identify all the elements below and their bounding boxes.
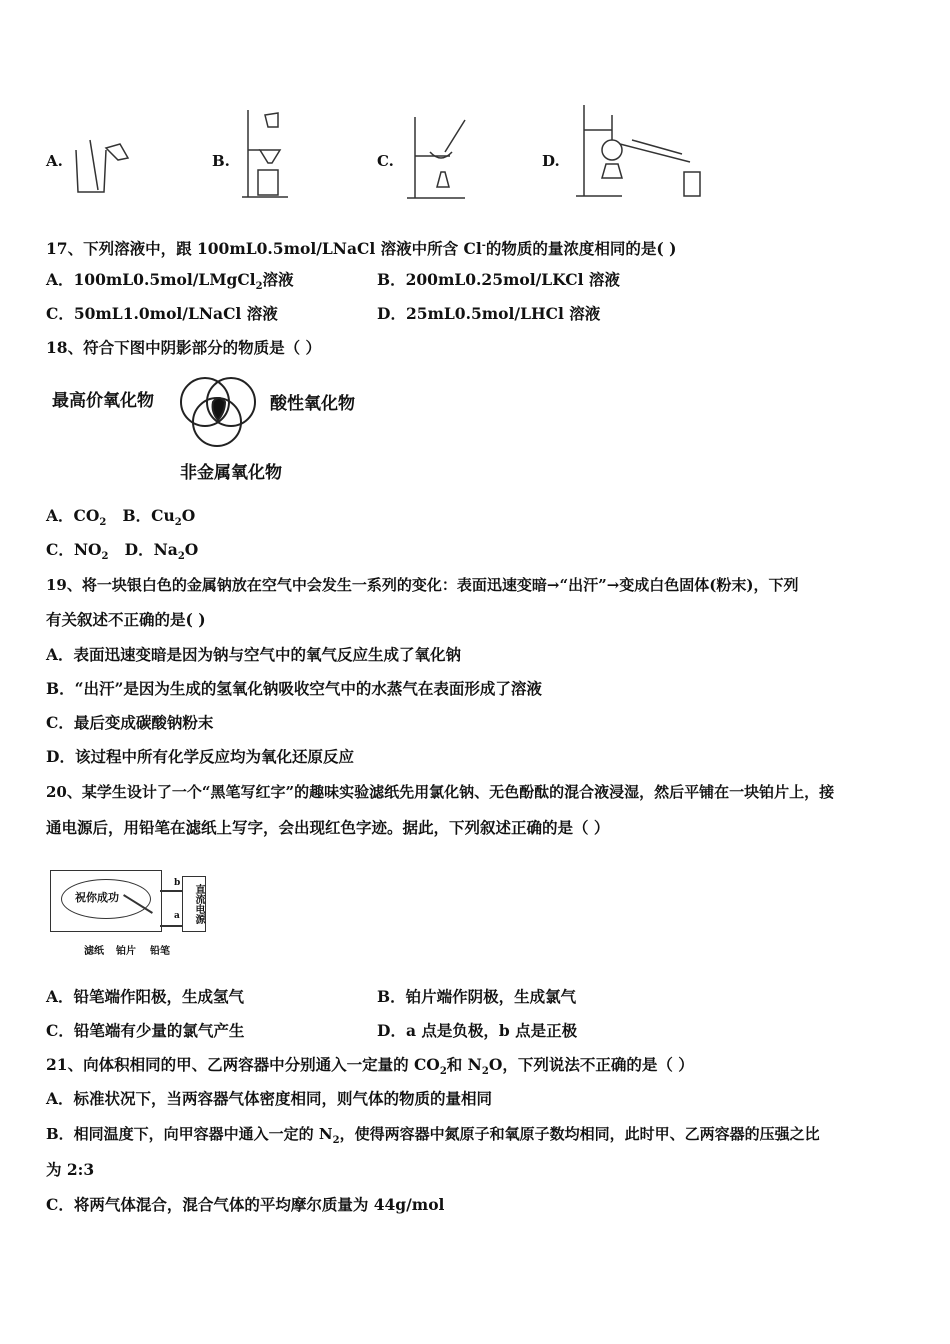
apparatus-c-figure xyxy=(405,112,470,202)
q18-options-ab[interactable]: A．$CO_2$ B．$Cu_2O$ xyxy=(46,506,196,529)
apparatus-d-figure xyxy=(572,100,707,205)
label-pencil: 铅笔 xyxy=(150,946,170,957)
q21-option-b-line2[interactable]: 为 2:3 xyxy=(46,1160,95,1179)
figure-text: 祝你成功 xyxy=(75,891,119,904)
dc-power-source: 直流电源 xyxy=(182,876,206,932)
label-filter-paper: 滤纸 xyxy=(84,946,104,957)
q17-stem-end: 的物质的量浓度相同的是( ) xyxy=(485,239,677,259)
q19-option-c[interactable]: C．最后变成碳酸钠粉末 xyxy=(46,713,214,732)
figure-point-a: a xyxy=(174,911,180,921)
q19-stem-line2: 有关叙述不正确的是( ) xyxy=(46,610,206,629)
q19-option-d[interactable]: D．该过程中所有化学反应均为氧化还原反应 xyxy=(46,747,354,766)
label-platinum: 铂片 xyxy=(116,946,136,957)
q21-option-c[interactable]: C．将两气体混合，混合气体的平均摩尔质量为 44g/mol xyxy=(46,1195,445,1214)
q17-a-end: 溶液 xyxy=(262,270,294,289)
q20-option-b[interactable]: B．铂片端作阴极，生成氯气 xyxy=(377,987,577,1006)
q18-stem: 18、符合下图中阴影部分的物质是（ ） xyxy=(46,338,321,357)
q17-option-d[interactable]: D．25mL0.5mol/LHCl 溶液 xyxy=(377,304,601,323)
option-d-label: D. xyxy=(542,152,560,170)
q17-stem-text: 17、下列溶液中，跟 100mL0.5mol/LNaCl 溶液中所含 Cl xyxy=(46,239,482,259)
option-c-label: C. xyxy=(377,152,394,170)
q18-options-cd[interactable]: C．$NO_2$ D．$Na_2O$ xyxy=(46,540,199,563)
q20-option-c[interactable]: C．铅笔端有少量的氯气产生 xyxy=(46,1021,245,1040)
option-b-label: B. xyxy=(212,152,230,170)
q21-option-b-line1[interactable]: B．相同温度下，向甲容器中通入一定的 $N_2$，使得两容器中氮原子和氧原子数均相同，此时甲、乙两容器的压强之比 xyxy=(46,1125,820,1146)
venn-label-acidic-oxide: 酸性氧化物 xyxy=(270,394,355,414)
q17-sup: - xyxy=(481,240,486,251)
q19-option-b[interactable]: B．“出汗”是因为生成的氢氧化钠吸收空气中的水蒸气在表面形成了溶液 xyxy=(46,679,542,698)
q20-option-d[interactable]: D．a 点是负极，b 点是正极 xyxy=(377,1021,578,1040)
apparatus-a-figure xyxy=(68,130,138,200)
q20-option-a[interactable]: A．铅笔端作阳极，生成氢气 xyxy=(46,987,245,1006)
figure-point-b: b xyxy=(174,878,181,888)
apparatus-b-figure xyxy=(240,105,290,205)
q19-stem-line1: 19、将一块银白色的金属钠放在空气中会发生一系列的变化：表面迅速变暗→“出汗”→变成白色固体(粉末)，下列 xyxy=(46,576,799,594)
q20-stem-line2: 通电源后，用铅笔在滤纸上写字，会出现红色字迹。据此，下列叙述正确的是（ ） xyxy=(46,818,610,837)
q17-option-b[interactable]: B．200mL0.25mol/LKCl 溶液 xyxy=(377,270,620,289)
q17-option-a[interactable] xyxy=(46,270,294,297)
q17-a-text: A．100mL0.5mol/LMgCl xyxy=(46,270,256,289)
q20-stem-line1: 20、某学生设计了一个“黑笔写红字”的趣味实验滤纸先用氯化钠、无色酚酞的混合液浸湿，然后平铺在一块铂片上，接 xyxy=(46,783,835,801)
venn-label-nonmetal-oxide: 非金属氧化物 xyxy=(180,463,282,483)
q17-a-sub: 2 xyxy=(255,281,263,293)
q21-stem: 21、向体积相同的甲、乙两容器中分别通入一定量的 $CO_2$和 $N_2O$，下列说法不正确的是（ ） xyxy=(46,1055,694,1078)
q19-option-a[interactable]: A．表面迅速变暗是因为钠与空气中的氧气反应生成了氧化钠 xyxy=(46,645,462,664)
venn-label-highest-oxide: 最高价氧化物 xyxy=(52,391,154,411)
electrolysis-figure xyxy=(50,870,162,932)
q21-option-a[interactable]: A．标准状况下，当两容器气体密度相同，则气体的物质的量相同 xyxy=(46,1089,493,1108)
option-a-label: A. xyxy=(46,152,63,170)
venn-diagram xyxy=(175,372,265,452)
q17-option-c[interactable]: C．50mL1.0mol/LNaCl 溶液 xyxy=(46,304,278,323)
q17-stem xyxy=(46,236,676,259)
